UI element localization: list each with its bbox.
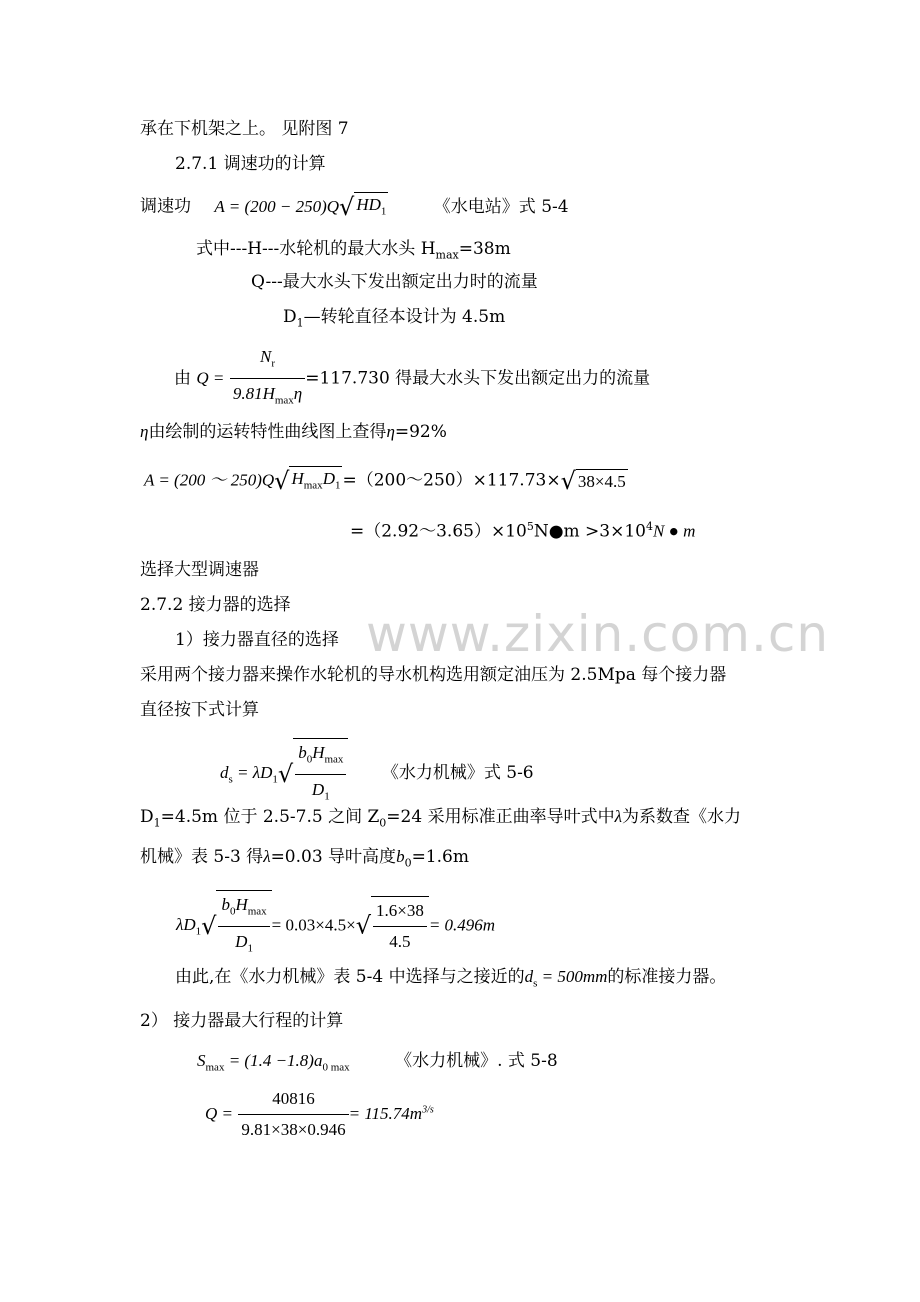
formula-line: Q = $\frac{40816}{9.81\times 38\times 0.946}$ = $115.74m^{3/s}$ bbox=[205, 1086, 434, 1143]
text-line: Q---最大水头下发出额定出力时的流量 bbox=[251, 272, 538, 292]
formula-line: $S_{max} = (1.4 -1.8)a_{0 max}$ 《水力机械》. 式 5-8 bbox=[197, 1051, 558, 1074]
sqrt: √ $HD_1$ bbox=[339, 193, 387, 222]
formula-line: 由 Q = $\frac{N_r}{9.81H_{max}\eta}$ =117.730 得最大水头下发出额定出力的流量 bbox=[174, 344, 650, 414]
formula: A = (200 − 250)Q bbox=[214, 196, 340, 216]
subsection-heading: 1）接力器直径的选择 bbox=[175, 630, 339, 650]
formula-line bbox=[140, 192, 569, 222]
fraction: $\frac{N_r}{9.81H_{max}\eta}$ bbox=[230, 344, 305, 414]
subsection-heading: 2） 接力器最大行程的计算 bbox=[140, 1011, 344, 1031]
text-line: 直径按下式计算 bbox=[140, 700, 259, 720]
text-line: $D_1=4.5m$ 位于 2.5-7.5 之间 $Z_0=24$ 采用标准正曲率导叶式中λ为系数查《水力 bbox=[140, 807, 741, 830]
text-line: η由绘制的运转特性曲线图上查得η=92% bbox=[140, 422, 447, 442]
watermark: www.zixin.com.cn bbox=[366, 605, 830, 663]
formula-line: $\lambda D_1√$ $\frac{b_0H_{max}}{D_1}$ = 0.03×4.5×√ $\frac{1.6\times 38}{4.5}$ = 0.496m bbox=[176, 890, 495, 962]
formula-line: $d_s = \lambda D_1√$ $\frac{b_0H_{max}}{D_1}$ 《水力机械》式 5-6 bbox=[220, 738, 534, 810]
formula-line: $=(2.92\sim 3.65)\times 10^5N●m >3\times 10^4N$ ● m bbox=[350, 520, 696, 542]
text-line: 机械》表 5-3 得λ=0.03 导叶高度$b_0=1.6m$ bbox=[140, 847, 469, 870]
text-line: 采用两个接力器来操作水轮机的导水机构选用额定油压为 2.5Mpa 每个接力器 bbox=[140, 665, 727, 685]
section-heading: 2.7.2 接力器的选择 bbox=[140, 595, 291, 615]
formula-line: A = (200 ～ 250)Q√ $H_{max}D_1$ =（200～250）×117.73×√ 38×4.5 bbox=[144, 467, 626, 496]
text-line: $D_1—$转轮直径本设计为 4.5m bbox=[283, 307, 506, 330]
text-line: 由此,在《水力机械》表 5-4 中选择与之接近的$d_s = 500mm$的标准接力器。 bbox=[175, 967, 727, 990]
label: 调速功 bbox=[140, 196, 191, 217]
text-line: 式中---H---水轮机的最大水头 $H_{max}=38m$ bbox=[196, 239, 511, 262]
text-line: 选择大型调速器 bbox=[140, 560, 259, 580]
section-heading: 2.7.1 调速功的计算 bbox=[175, 154, 326, 174]
reference: 《水电站》式 5-4 bbox=[433, 196, 569, 217]
text-line: 承在下机架之上。 见附图 7 bbox=[140, 119, 349, 139]
